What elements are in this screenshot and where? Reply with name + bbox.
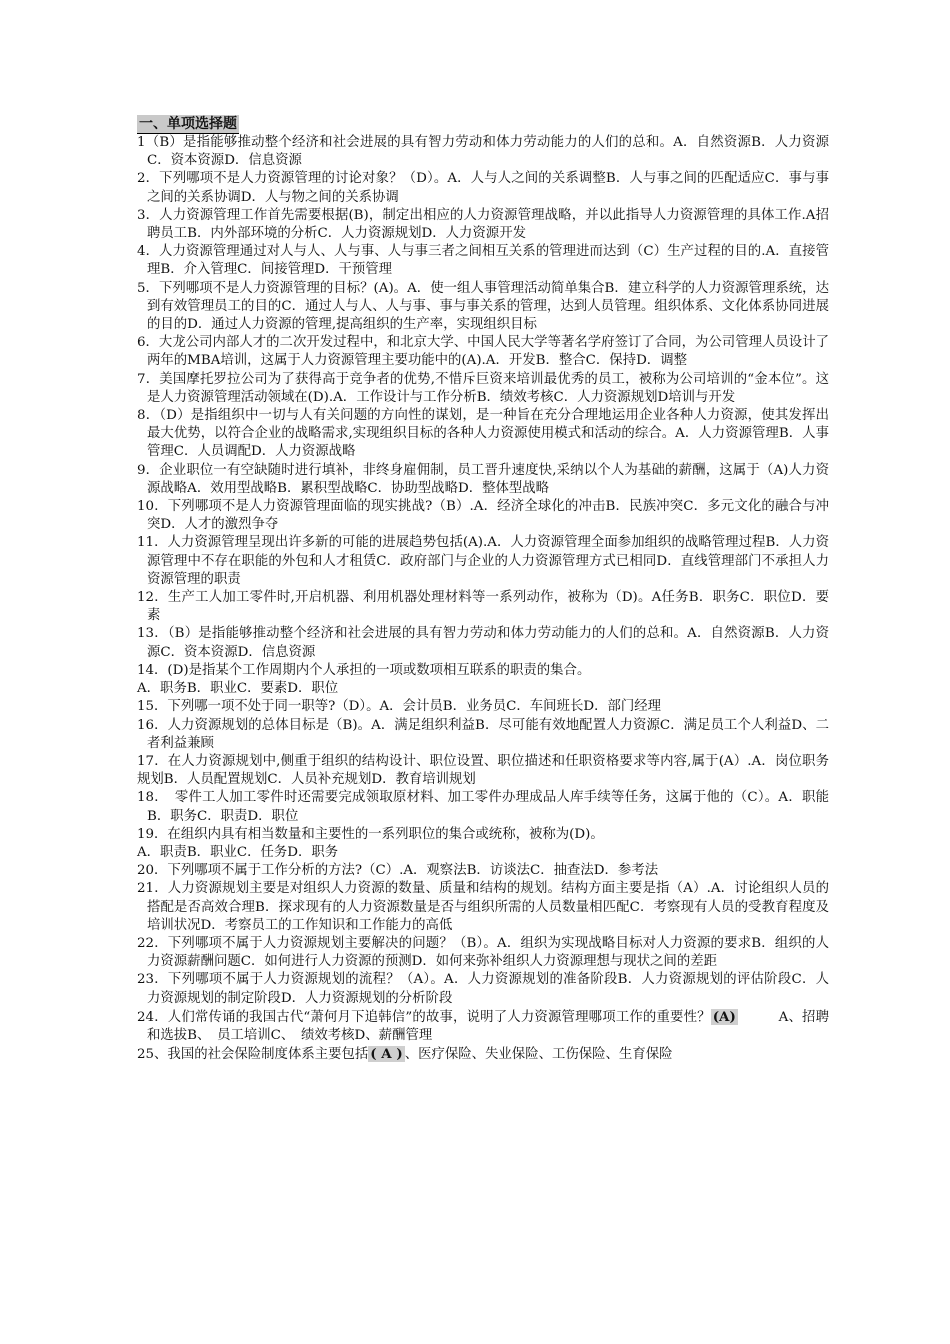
question-16: 16．人力资源规划的总体目标是（B)。A．满足组织利益B．尽可能有效地配置人力资源C．满足员工个人利益D、二者利益兼顾 (137, 717, 829, 751)
question-13: 13．（B）是指能够推动整个经济和社会进展的具有智力劳动和体力劳动能力的人们的总和。A．自然资源B．人力资源C．资本资源D．信息资源 (137, 626, 829, 660)
question-21: 21．人力资源规划主要是对组织人力资源的数量、质量和结构的规划。结构方面主要是指（A）.A．讨论组织人员的搭配是否高效合理B．探求现有的人力资源数量是否与组织所需的人员数量相匹配C．考察现有人员的受教育程度及培训状况D．考察员工的工作知识和工作能力的高低 (137, 881, 829, 933)
question-24-answer: (A) (712, 1008, 736, 1025)
document-page (137, 113, 829, 1064)
question-1: 1（B）是指能够推动整个经济和社会进展的具有智力劳动和体力劳动能力的人们的总和。A．自然资源B．人力资源C．资本资源D．信息资源 (137, 135, 829, 169)
question-24 (137, 1008, 829, 1045)
question-14: 14．(D)是指某个工作周期内个人承担的一项或数项相互联系的职责的集合。 (137, 662, 591, 678)
question-25-answer: ( A ) (370, 1046, 403, 1063)
question-15: 15．下列哪一项不处于同一职等?（D）。A．会计员B．业务员C．车间班长D．部门经理 (137, 699, 662, 715)
question-25 (137, 1045, 829, 1064)
question-20: 20．下列哪项不属于工作分析的方法?（C）.A．观察法B．访谈法C．抽查法D．参考法 (137, 863, 659, 879)
question-14-options: A．职务B．职业C．要素D．职位 (137, 681, 339, 697)
question-2: 2．下列哪项不是人力资源管理的讨论对象？（D）。A．人与人之间的关系调整B．人与事之间的匹配适应C．事与事之间的关系协调D．人与物之间的关系协调 (137, 171, 829, 205)
question-11: 11．人力资源管理呈现出许多新的可能的进展趋势包括(A).A．人力资源管理全面参加组织的战略管理过程B．人力资源管理中不存在职能的外包和人才租赁C．政府部门与企业的人力资源管理方式已相同D．直线管理部门不承担人力资源管理的职责 (137, 535, 829, 587)
question-list (137, 134, 829, 1064)
section-title: 一、单项选择题 (139, 116, 237, 132)
question-18: 18． 零件工人加工零件时还需要完成领取原材料、加工零件办理成品人库手续等任务，这属于他的（C）。A．职能B．职务C．职责D．职位 (137, 790, 829, 824)
question-22: 22．下列哪项不属于人力资源规划主要解决的问题？（B）。A．组织为实现战略目标对人力资源的要求B．组织的人力资源薪酬问题C．如何进行人力资源的预测D．如何来弥补组织人力资源理想与现状之间的差距 (137, 935, 829, 970)
question-19-options: A．职责B．职业C．任务D．职务 (137, 844, 339, 860)
question-10: 10．下列哪项不是人力资源管理面临的现实挑战?（B）.A．经济全球化的冲击B．民族冲突C．多元文化的融合与冲突D．人才的激烈争夺 (137, 499, 829, 533)
question-5: 5．下列哪项不是人力资源管理的目标？(A)。A．使一组人事管理活动简单集合B．建立科学的人力资源管理系统，达到有效管理员工的目的C．通过人与人、人与事、事与事关系的管理，达到人员管理。组织体系、文化体系协同进展的目的D．通过人力资源的管理,提高组织的生产率，实现组织目标 (137, 280, 829, 333)
question-19: 19．在组织内具有相当数量和主要性的一系列职位的集合或统称，被称为(D)。 (137, 826, 604, 842)
question-6: 6．大龙公司内部人才的二次开发过程中，和北京大学、中国人民大学等著名学府签订了合同，为公司管理人员设计了两年的MBA培训，这属于人力资源管理主要功能中的(A).A．开发B．整合C．保持D．调整 (137, 335, 829, 369)
question-23: 23．下列哪项不属于人力资源规划的流程？（A）。A．人力资源规划的准备阶段B．人力资源规划的评估阶段C．人力资源规划的制定阶段D．人力资源规划的分析阶段 (137, 972, 829, 1006)
question-8: 8．（D）是指组织中一切与人有关问题的方向性的谋划，是一种旨在充分合理地运用企业各种人力资源，使其发挥出最大优势，以符合企业的战略需求,实现组织目标的各种人力资源使用模式和活动的综合。A．人力资源管理B．人事管理C．人员调配D．人力资源战略 (137, 408, 829, 460)
question-9: 9．企业职位一有空缺随时进行填补，非终身雇佣制，员工晋升速度快,采纳以个人为基础的薪酬，这属于（A)人力资源战略A．效用型战略B．累积型战略C．协助型战略D．整体型战略 (137, 462, 829, 496)
question-3: 3．人力资源管理工作首先需要根据(B)，制定出相应的人力资源管理战略，并以此指导人力资源管理的具体工作.A招聘员工B．内外部环境的分析C．人力资源规划D．人力资源开发 (137, 207, 829, 242)
question-4: 4．人力资源管理通过对人与人、人与事、人与事三者之间相互关系的管理进而达到（C）生产过程的目的.A．直接管理B．介入管理C．间接管理D．干预管理 (137, 244, 829, 278)
question-7: 7．美国摩托罗拉公司为了获得高于竞争者的优势,不惜斥巨资来培训最优秀的员工，被称为公司培训的“金本位”。这是人力资源管理活动领域在(D).A．工作设计与工作分析B．绩效考核C．人力资源规划D培训与开发 (137, 371, 829, 405)
question-12: 12．生产工人加工零件时,开启机器、利用机器处理材料等一系列动作，被称为（D)。A任务B．职务C．职位D．要素 (137, 590, 829, 624)
question-25-stem: 25、我国的社会保险制度体系主要包括 (137, 1047, 369, 1063)
question-17: 17．在人力资源规划中,侧重于组织的结构设计、职位设置、职位描述和任职资格要求等内容,属于(A）.A．岗位职务规划B．人员配置规划C．人员补充规划D．教育培训规划 (137, 753, 829, 788)
question-24-options: A、招聘和选拔B、 员工培训C、 绩效考核D、薪酬管理 (147, 1009, 829, 1043)
question-24-stem: 24．人们常传诵的我国古代“萧何月下追韩信”的故事，说明了人力资源管理哪项工作的重要性？ (137, 1009, 711, 1025)
question-25-options: 、医疗保险、失业保险、工伤保险、生育保险 (404, 1047, 673, 1063)
